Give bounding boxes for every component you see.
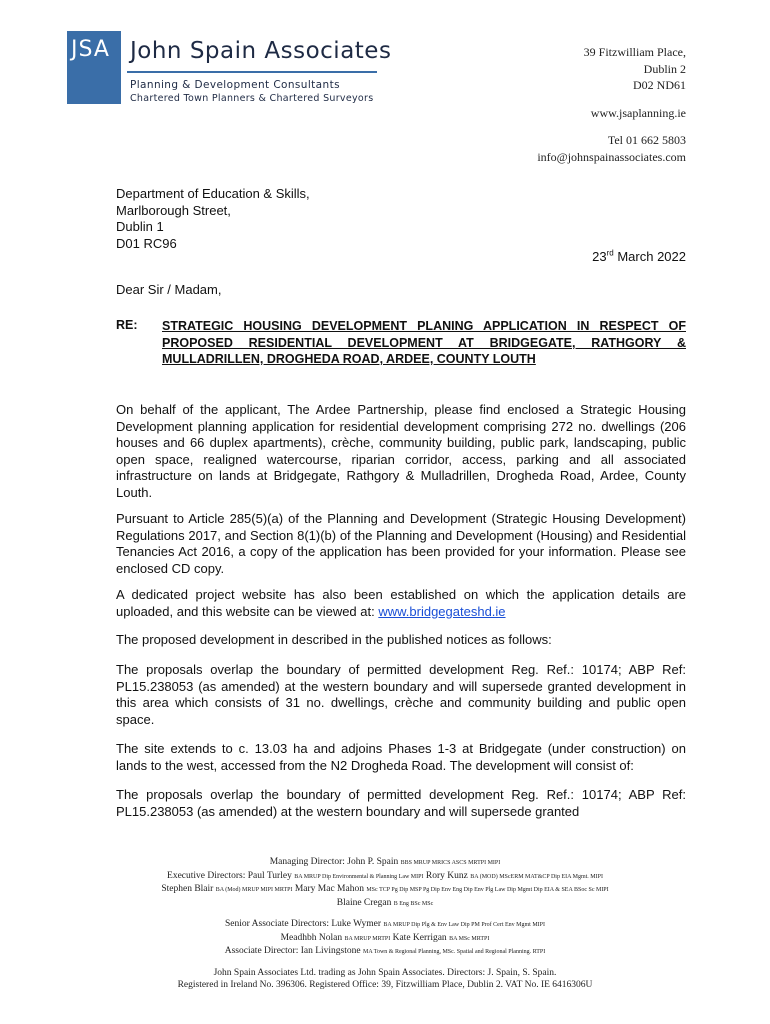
body-paragraph: On behalf of the applicant, The Ardee Partnership, please find enclosed a Strategic Housing Development planning application for residential development comprising 272 no. dwellings (206 houses and 66 duplex apartments), crèche, community building, public park, landscaping, public open space, realigned watercourse, riparian corridor, access, parking and all associated infrastructure on lands at Bridgegate, Rathgory & Mulladrillen, Drogheda Road, Ardee, County Louth. [116, 402, 686, 500]
letter-date: 23rd March 2022 [592, 248, 686, 264]
footer-executive-directors-2: Stephen Blair BA (Mod) MRUP MIPI MRTPI Mary Mac Mahon MSc TCP Pg Dip MSP Pg Dip Env Eng Dip Env Plg Law Dip Mgmt Dip EIA & SEA BSoc Sc MIPI [161, 884, 609, 894]
logo-mark [67, 31, 121, 104]
footer-registration: Registered in Ireland No. 396306. Registered Office: 39, Fitzwilliam Place, Dublin 2. VAT No. IE 6416306U [177, 980, 593, 990]
footer-managing-director: Managing Director: John P. Spain BBS MRUP MRICS ASCS MRTPI MIPI [269, 857, 501, 867]
recipient-line: D01 RC96 [116, 235, 177, 251]
project-website-link[interactable]: www.bridgegateshd.ie [378, 603, 506, 619]
email-link[interactable]: info@johnspainassociates.com [537, 149, 686, 164]
company-subtitle: Planning & Development Consultants [130, 79, 340, 91]
body-paragraph: The proposals overlap the boundary of permitted development Reg. Ref.: 10174; ABP Ref: PL15.238053 (as amended) at the western boundary and will supersede granted development in this area which consists of 31 no. dwellings, crèche and community building and public open space. [116, 662, 686, 727]
body-paragraph: Pursuant to Article 285(5)(a) of the Planning and Development (Strategic Housing Development) Regulations 2017, and Section 8(1)(b) of the Planning and Development (Housing) and Residential Tenancies Act 2016, a copy of the application has been provided for your information. Please see enclosed CD copy. [116, 511, 686, 576]
footer-senior-associates: Senior Associate Directors: Luke Wymer BA MRUP Dip Plg & Env Law Dip PM Prof Cert Env Mgmt MIPI [225, 919, 545, 929]
logo-divider [127, 71, 377, 73]
address-line: Dublin 2 [643, 61, 686, 76]
recipient-line: Marlborough Street, [116, 202, 231, 218]
telephone: Tel 01 662 5803 [607, 133, 686, 147]
recipient-line: Dublin 1 [116, 219, 164, 234]
body-paragraph: The proposals overlap the boundary of permitted development Reg. Ref.: 10174; ABP Ref: PL15.238053 (as amended) at the western boundary and will supersede granted [116, 787, 686, 819]
re-subject: STRATEGIC HOUSING DEVELOPMENT PLANING APPLICATION IN RESPECT OF PROPOSED RESIDENTIAL DEVELOPMENT AT BRIDGEGATE, RATHGORY & MULLADRILLEN, DROGHEDA ROAD, ARDEE, COUNTY LOUTH [162, 319, 686, 366]
letter-footer [0, 856, 770, 992]
recipient-address [116, 186, 310, 252]
body-paragraph: The site extends to c. 13.03 ha and adjoins Phases 1-3 at Bridgegate (under construction) on lands to the west, accessed from the N2 Drogheda Road. The development will consist of: [116, 741, 686, 773]
footer-senior-associates-2: Meadhbh Nolan BA MRUP MRTPI Kate Kerrigan BA MSc MRTPI [280, 932, 490, 943]
salutation: Dear Sir / Madam, [116, 282, 222, 297]
body-paragraph: The proposed development in described in the published notices as follows: [116, 632, 552, 647]
recipient-line: Department of Education & Skills, [116, 186, 310, 201]
address-line: D02 ND61 [633, 78, 686, 92]
footer-associate-director: Associate Director: Ian Livingstone MA Town & Regional Planning, MSc. Spatial and Regional Planning. RTPI [224, 946, 546, 956]
company-name: John Spain Associates [130, 38, 392, 64]
sender-address [537, 44, 686, 165]
logo-initials: JSA [71, 37, 110, 62]
body-paragraph: A dedicated project website has also been established on which the application details are uploaded, and this website can be viewed at: www.bridgegateshd.ie [116, 587, 686, 619]
footer-executive-directors: Executive Directors: Paul Turley BA MRUP Dip Environmental & Planning Law MIPI Rory Kunz BA (MOD) MScERM MAT&CP Dip EIA Mgmt. MIPI [167, 870, 603, 881]
footer-executive-directors-3: Blaine Cregan B Eng BSc MSc [336, 897, 434, 908]
company-subtitle-2: Chartered Town Planners & Chartered Surveyors [130, 93, 374, 104]
website-link[interactable]: www.jsaplanning.ie [590, 105, 686, 120]
address-line: 39 Fitzwilliam Place, [583, 45, 686, 59]
re-label: RE: [116, 318, 138, 332]
footer-legal: John Spain Associates Ltd. trading as John Spain Associates. Directors: J. Spain, S. Spain. [213, 967, 557, 978]
